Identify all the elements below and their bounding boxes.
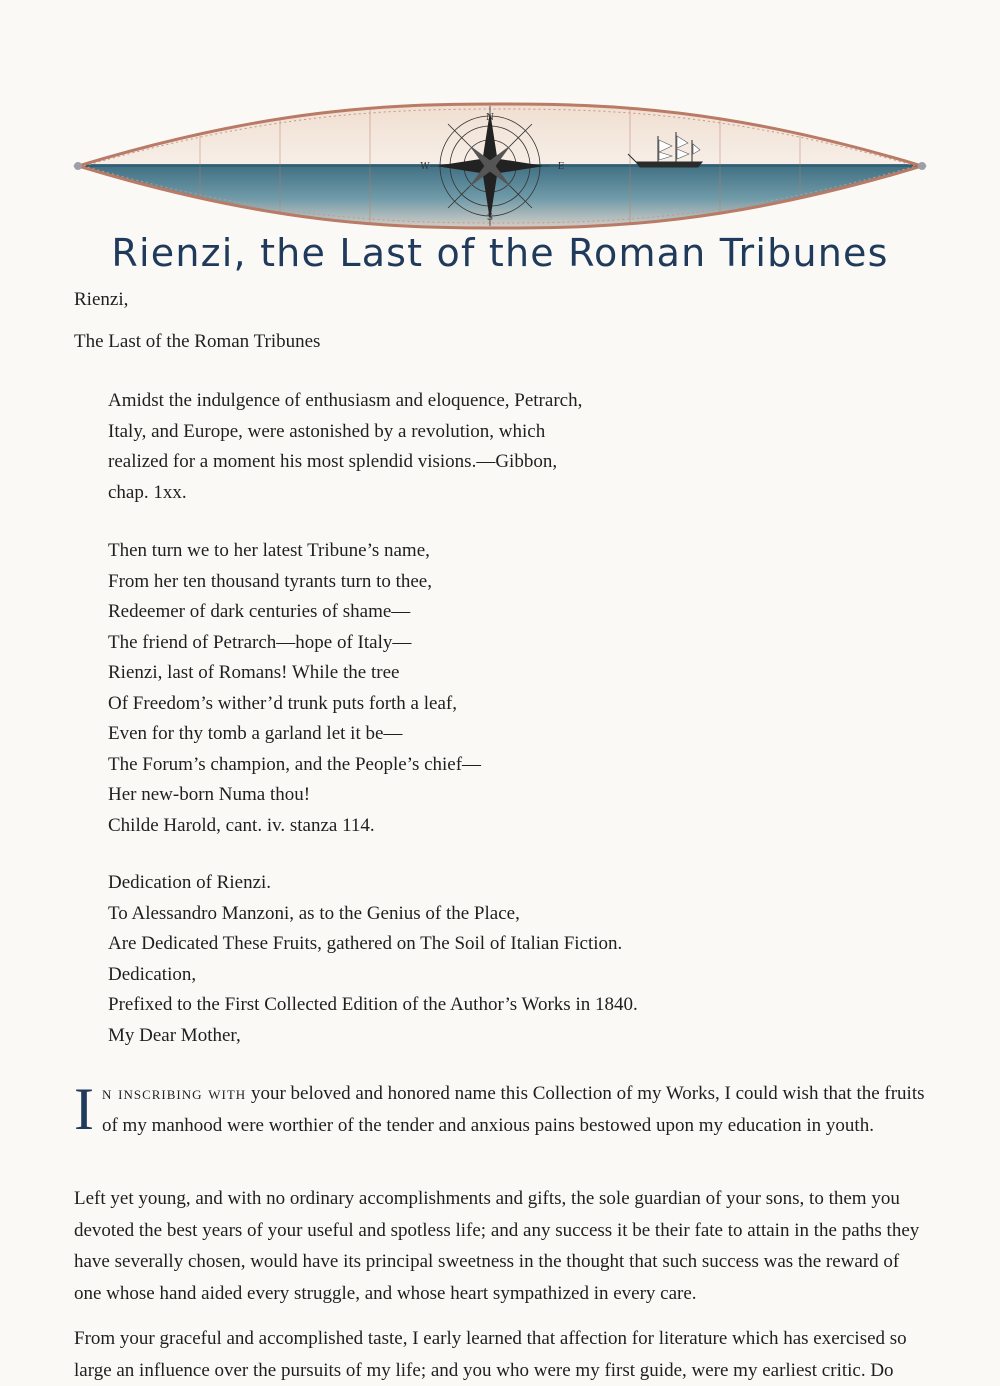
dedication-line: To Alessandro Manzoni, as to the Genius of the Place,	[108, 902, 520, 924]
verse-line: Her new-born Numa thou!	[108, 784, 311, 805]
dedication-line: Dedication,	[108, 963, 197, 985]
compass-letter-s: S	[486, 213, 494, 223]
compass-letter-w: W	[420, 162, 430, 172]
verse-line: Even for thy tomb a garland let it be—	[108, 723, 403, 744]
verse-line: Redeemer of dark centuries of shame—	[108, 601, 411, 622]
heading-line-2: The Last of the Roman Tribunes	[74, 331, 321, 352]
epigraph-gibbon	[108, 386, 582, 508]
verse-line: Rienzi, last of Romans! While the tree	[108, 662, 400, 683]
compass-letter-e: E	[557, 162, 565, 172]
verse-line: From her ten thousand tyrants turn to thee,	[108, 570, 432, 592]
epigraph-line: Italy, and Europe, were astonished by a revolution, which	[108, 420, 546, 442]
verse-line: Childe Harold, cant. iv. stanza 114.	[108, 814, 375, 836]
body-paragraph-1	[74, 1078, 930, 1141]
dedication-line: Prefixed to the First Collected Edition of the Author’s Works in 1840.	[108, 994, 638, 1015]
heading-line-1: Rienzi,	[74, 289, 129, 310]
dedication-line: Are Dedicated These Fruits, gathered on The Soil of Italian Fiction.	[108, 933, 623, 954]
epigraph-line: chap. 1xx.	[108, 481, 187, 503]
verse-line: The Forum’s champion, and the People’s chief—	[108, 753, 482, 775]
verse-line: Of Freedom’s wither’d trunk puts forth a leaf,	[108, 692, 457, 714]
epigraph-line: realized for a moment his most splendid visions.—Gibbon,	[108, 451, 558, 472]
dedication-line: Dedication of Rienzi.	[108, 872, 272, 893]
opening-smallcaps: n inscribing with	[101, 1083, 247, 1104]
drop-cap: I	[74, 1076, 94, 1142]
body-paragraph-2: Left yet young, and with no ordinary accomplishments and gifts, the sole guardian of your sons, to them you devoted the best years of your useful and spotless life; and any success it be their fate to attain in the paths they have severally chosen, would have its principal sweetness in the thought that such success was the reward of one whose hand aided every struggle, and whose heart sympathized in every care.	[74, 1188, 920, 1304]
paragraph-text: your beloved and honored name this Collection of my Works, I could wish that the fruits of my manhood were worthier of the tender and anxious pains bestowed upon my education in youth.	[101, 1083, 925, 1136]
compass-rose-ship-banner-icon	[70, 96, 930, 232]
dedication-block	[108, 868, 638, 1051]
verse-line: Then turn we to her latest Tribune’s name,	[108, 540, 430, 561]
epigraph-line: Amidst the indulgence of enthusiasm and eloquence, Petrarch,	[108, 390, 583, 411]
verse-line: The friend of Petrarch—hope of Italy—	[108, 631, 412, 653]
body-paragraph-3: From your graceful and accomplished taste, I early learned that affection for literature which has exercised so large an influence over the pursuits of my life; and you who were my first guide, were my earliest critic. Do	[74, 1328, 907, 1381]
epigraph-byron	[108, 536, 481, 841]
page-title: Rienzi, the Last of the Roman Tribunes	[111, 231, 889, 275]
dedication-line: My Dear Mother,	[108, 1024, 241, 1046]
compass-letter-n: N	[486, 113, 494, 123]
